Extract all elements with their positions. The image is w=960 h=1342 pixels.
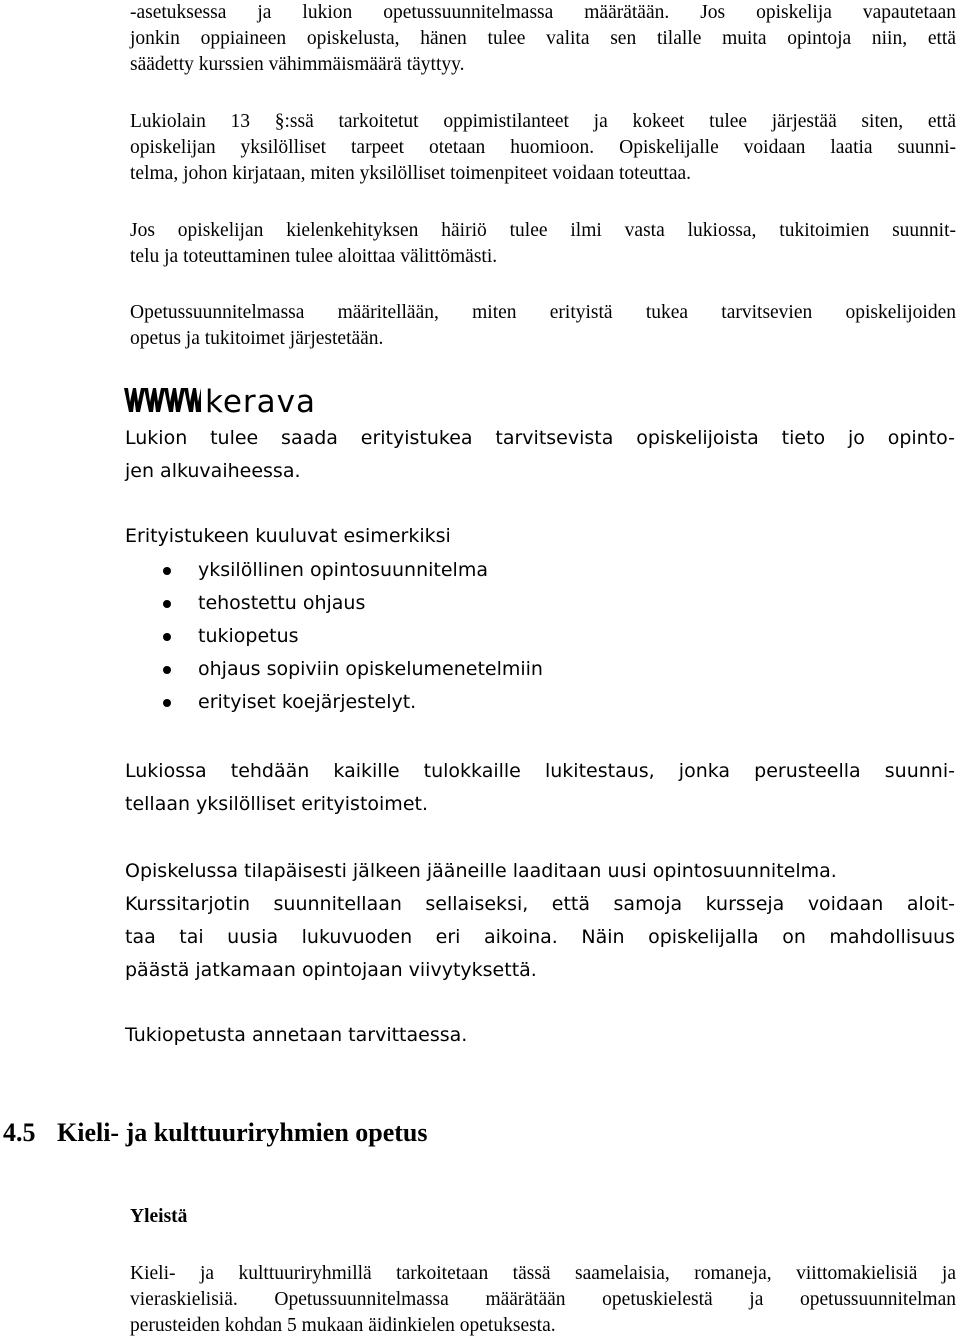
section-number: 4.5	[3, 1118, 36, 1147]
section-title: Kieli- ja kulttuuriryhmien opetus	[57, 1118, 428, 1147]
text-line: jonkin oppiaineen opiskelusta, hänen tulee valita sen tilalle muita opintoja niin, että	[130, 28, 956, 49]
text-line: taa tai uusia lukuvuoden eri aikoina. Näin opiskelijalla on mahdollisuus	[125, 926, 955, 948]
paragraph-opetussuunnitelma	[130, 300, 956, 352]
bullet-icon	[163, 666, 171, 674]
text-line: Jos opiskelijan kielenkehityksen häiriö tulee ilmi vasta lukiossa, tukitoimien suunnit-	[130, 220, 956, 241]
svg-text:kerava: kerava	[205, 384, 317, 416]
paragraph-tukiopetus	[125, 1019, 955, 1052]
list-item	[125, 587, 543, 620]
text-line: telma, johon kirjataan, miten yksilölliset toimenpiteet voidaan toteuttaa.	[130, 163, 692, 184]
list-item-text: yksilöllinen opintosuunnitelma	[198, 559, 488, 581]
text-line: Kieli- ja kulttuuriryhmillä tarkoitetaan tässä saamelaisia, romaneja, viittomakielisiä ja	[130, 1263, 956, 1284]
section-heading	[3, 1116, 428, 1150]
kerava-logo	[124, 382, 360, 416]
text-line: Erityistukeen kuuluvat esimerkiksi	[125, 525, 451, 547]
list-item-text: ohjaus sopiviin opiskelumenetelmiin	[198, 658, 543, 680]
text-line: opiskelijan yksilölliset tarpeet otetaan huomioon. Opiskelijalle voidaan laatia suunni-	[130, 137, 956, 158]
text-line: säädetty kurssien vähimmäismäärä täyttyy.	[130, 54, 465, 75]
text-line: jen alkuvaiheessa.	[125, 460, 301, 482]
text-line: telu ja toteuttaminen tulee aloittaa välittömästi.	[130, 246, 498, 267]
text-line: Kurssitarjotin suunnitellaan sellaiseksi, että samoja kursseja voidaan aloit-	[125, 893, 955, 915]
list-item	[125, 554, 543, 587]
bullet-icon	[163, 699, 171, 707]
text-line: Lukion tulee saada erityistukea tarvitsevista opiskelijoista tieto jo opinto-	[125, 427, 955, 449]
text-line: Opiskelussa tilapäisesti jälkeen jääneille laaditaan uusi opintosuunnitelma.	[125, 860, 837, 882]
subheading: Yleistä	[130, 1206, 188, 1227]
bullet-icon	[163, 567, 171, 575]
erityistuki-list	[125, 554, 543, 719]
paragraph-intro	[130, 0, 956, 78]
list-item	[125, 686, 543, 719]
paragraph-erityistuki-tieto	[125, 422, 955, 488]
kerava-mark-icon	[124, 388, 201, 412]
text-line: perusteiden kohdan 5 mukaan äidinkielen opetuksesta.	[130, 1315, 556, 1336]
paragraph-opintosuunnitelma	[125, 855, 955, 987]
list-item-text: erityiset koejärjestelyt.	[198, 691, 417, 713]
text-line: opetus ja tukitoimet järjestetään.	[130, 328, 384, 349]
bullet-icon	[163, 633, 171, 641]
text-line: Opetussuunnitelmassa määritellään, miten erityistä tukea tarvitsevien opiskelijoiden	[130, 302, 956, 323]
bullet-icon	[163, 600, 171, 608]
text-line: vieraskielisiä. Opetussuunnitelmassa määrätään opetuskielestä ja opetussuunnitelman	[130, 1289, 956, 1310]
text-line: Lukiolain 13 §:ssä tarkoitetut oppimistilanteet ja kokeet tulee järjestää siten, että	[130, 111, 956, 132]
text-line: Lukiossa tehdään kaikille tulokkaille lukitestaus, jonka perusteella suunni-	[125, 760, 955, 782]
list-item-text: tehostettu ohjaus	[198, 592, 366, 614]
list-item	[125, 620, 543, 653]
text-line: päästä jatkamaan opintojaan viivytyksettä.	[125, 959, 537, 981]
text-line: tellaan yksilölliset erityistoimet.	[125, 793, 428, 815]
paragraph-kielenkehitys	[130, 218, 956, 270]
list-item	[125, 653, 543, 686]
text-line: -asetuksessa ja lukion opetussuunnitelmassa määrätään. Jos opiskelija vapautetaan	[130, 2, 956, 23]
paragraph-lukitestaus	[125, 755, 955, 821]
paragraph-kieliryhmat	[130, 1261, 956, 1339]
paragraph-lukiolaki	[130, 109, 956, 187]
text-line: Tukiopetusta annetaan tarvittaessa.	[125, 1024, 468, 1046]
paragraph-erityistuki-intro	[125, 520, 955, 553]
list-item-text: tukiopetus	[198, 625, 299, 647]
